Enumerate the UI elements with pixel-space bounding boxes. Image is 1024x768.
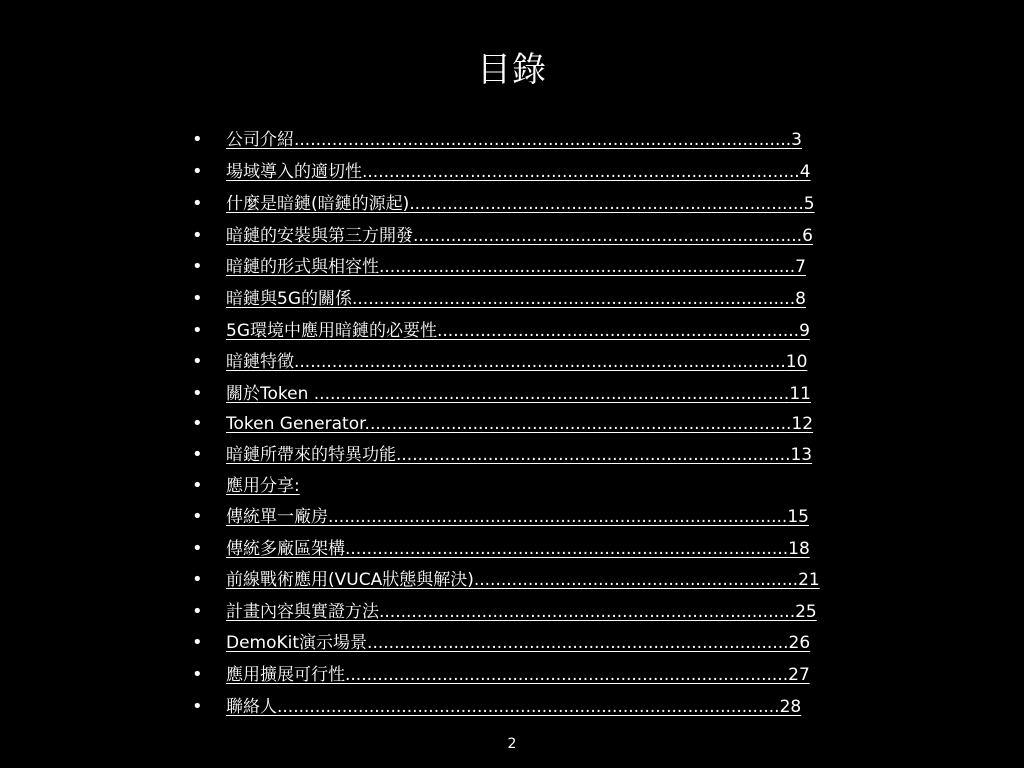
toc-item [0, 316, 1024, 346]
toc-item [0, 692, 1024, 722]
toc-bullet: • [192, 601, 203, 622]
toc-link[interactable] [226, 440, 855, 470]
toc-entry-title: 傳統單一廠房 [226, 507, 328, 527]
toc-item [0, 252, 1024, 282]
toc-dot-leader: ........................................................................................... [294, 352, 786, 372]
toc-page-number: 18 [788, 539, 810, 559]
toc-dot-leader: ......................................................................... [396, 445, 791, 465]
toc-dot-leader: ............................................................ [473, 570, 799, 590]
toc-link[interactable] [226, 502, 859, 532]
toc-link[interactable] [226, 471, 315, 501]
toc-bullet: • [192, 569, 203, 590]
toc-bullet: • [192, 696, 203, 717]
toc-bullet: • [192, 632, 203, 653]
toc-entry-title: 聯絡人 [226, 697, 277, 717]
toc-entry-title: 暗鏈的安裝與第三方開發 [226, 226, 413, 246]
toc-entry-title: 5G環境中應用暗鏈的必要性 [226, 321, 437, 341]
toc-item [0, 502, 1024, 532]
toc-dot-leader: ........................................................................................ [313, 384, 790, 404]
toc-bullet: • [192, 444, 203, 465]
toc-item [0, 347, 1024, 377]
toc-dot-leader: ............................................................................. [379, 602, 796, 622]
toc-dot-leader: ............................................................................... [364, 414, 792, 434]
toc-item [0, 221, 1024, 251]
toc-entry-title: 暗鏈與5G的關係 [226, 289, 352, 309]
toc-entry-title: 公司介紹 [226, 130, 294, 150]
toc-link[interactable] [226, 534, 857, 564]
toc-link[interactable] [226, 597, 858, 627]
toc-bullet: • [192, 320, 203, 341]
toc-link[interactable] [226, 221, 853, 251]
toc-link[interactable] [226, 252, 852, 282]
toc-link[interactable] [226, 565, 857, 595]
toc-page-number: 26 [788, 633, 811, 653]
toc-dot-leader: ................................................................... [437, 321, 800, 341]
toc-page-number: 13 [790, 445, 813, 465]
toc-dot-leader: .................................................................................. [352, 289, 796, 309]
toc-bullet: • [192, 506, 203, 527]
toc-bullet: • [192, 475, 203, 496]
toc-entry-title: 暗鏈特徵 [226, 352, 294, 372]
toc-bullet: • [192, 351, 203, 372]
toc-link[interactable] [226, 125, 852, 155]
toc-entry-title: DemoKit演示場景 [226, 633, 368, 653]
toc-page-number: 8 [795, 289, 806, 309]
toc-link[interactable] [226, 379, 860, 409]
toc-page-number: 21 [798, 570, 820, 590]
toc-item [0, 534, 1024, 564]
toc-page-number: 10 [785, 352, 808, 372]
toc-link[interactable] [226, 284, 851, 314]
toc-entry-title: 關於Token [226, 384, 309, 404]
toc-item [0, 284, 1024, 314]
toc-item [0, 597, 1024, 627]
toc-dot-leader: ........................................................................ [413, 226, 803, 246]
toc-link[interactable] [226, 628, 857, 658]
toc-bullet: • [192, 413, 203, 434]
toc-dot-leader: .................................................................................. [345, 539, 789, 559]
toc-dot-leader: ......................................................................... [409, 194, 804, 214]
toc-entry-title: 應用分享: [226, 476, 300, 496]
toc-entry-title: 傳統多廠區架構 [226, 539, 345, 559]
toc-link[interactable] [226, 347, 858, 377]
toc-page-number: 28 [779, 697, 802, 717]
toc-entry-title: 前線戰術應用(VUCA狀態與解決) [226, 570, 474, 590]
toc-page-number: 11 [789, 384, 811, 404]
toc-item [0, 125, 1024, 155]
slide-page-number: 2 [507, 736, 517, 752]
toc-entry-title: 暗鏈的形式與相容性 [226, 257, 379, 277]
toc-page-number: 15 [787, 507, 809, 527]
toc-bullet: • [192, 225, 203, 246]
toc-page-number: 5 [803, 194, 815, 214]
toc-dot-leader: .............................................................................. [367, 633, 789, 653]
toc-page-number: 6 [802, 226, 813, 246]
toc-entry-title: 場域導入的適切性 [226, 162, 362, 182]
toc-bullet: • [192, 288, 203, 309]
toc-dot-leader: ............................................................................. [379, 257, 796, 277]
toc-bullet: • [192, 383, 203, 404]
toc-dot-leader: .................................................................................. [345, 665, 789, 685]
toc-dot-leader: ............................................................................................. [277, 697, 780, 717]
toc-bullet: • [192, 538, 203, 559]
toc-bullet: • [192, 193, 203, 214]
toc-entry-title: 什麼是暗鏈(暗鏈的源起) [226, 194, 410, 214]
toc-bullet: • [192, 256, 203, 277]
toc-link[interactable] [226, 157, 854, 187]
toc-item [0, 440, 1024, 470]
toc-item [0, 660, 1024, 690]
toc-bullet: • [192, 664, 203, 685]
toc-entry-title: 計畫內容與實證方法 [226, 602, 379, 622]
toc-link[interactable] [226, 316, 851, 346]
toc-entry-title: 暗鏈所帶來的特異功能 [226, 445, 396, 465]
toc-dot-leader: ..................................................................................... [328, 507, 788, 527]
slide-title: 目錄 [477, 50, 547, 90]
toc-item [0, 379, 1024, 409]
toc-page-number: 25 [795, 602, 817, 622]
toc-dot-leader: ................................................................................. [362, 162, 800, 182]
toc-link[interactable] [226, 692, 855, 722]
toc-page-number: 12 [791, 414, 814, 434]
toc-page-number: 9 [799, 321, 810, 341]
toc-dot-leader: ............................................................................................ [294, 130, 792, 150]
toc-link[interactable] [226, 660, 857, 690]
toc-page-number: 7 [795, 257, 806, 277]
toc-link[interactable] [226, 409, 857, 439]
toc-item [0, 189, 1024, 219]
toc-page-number: 4 [799, 162, 811, 182]
toc-item [0, 565, 1024, 595]
toc-item [0, 471, 1024, 501]
toc-entry-title: 應用擴展可行性 [226, 665, 345, 685]
toc-item [0, 157, 1024, 187]
toc-link[interactable] [226, 189, 854, 219]
toc-item [0, 628, 1024, 658]
toc-page-number: 3 [791, 130, 802, 150]
toc-bullet: • [192, 161, 203, 182]
toc-entry-title: Token Generator [226, 414, 365, 434]
toc-item [0, 409, 1024, 439]
toc-bullet: • [192, 129, 203, 150]
toc-page-number: 27 [788, 665, 810, 685]
